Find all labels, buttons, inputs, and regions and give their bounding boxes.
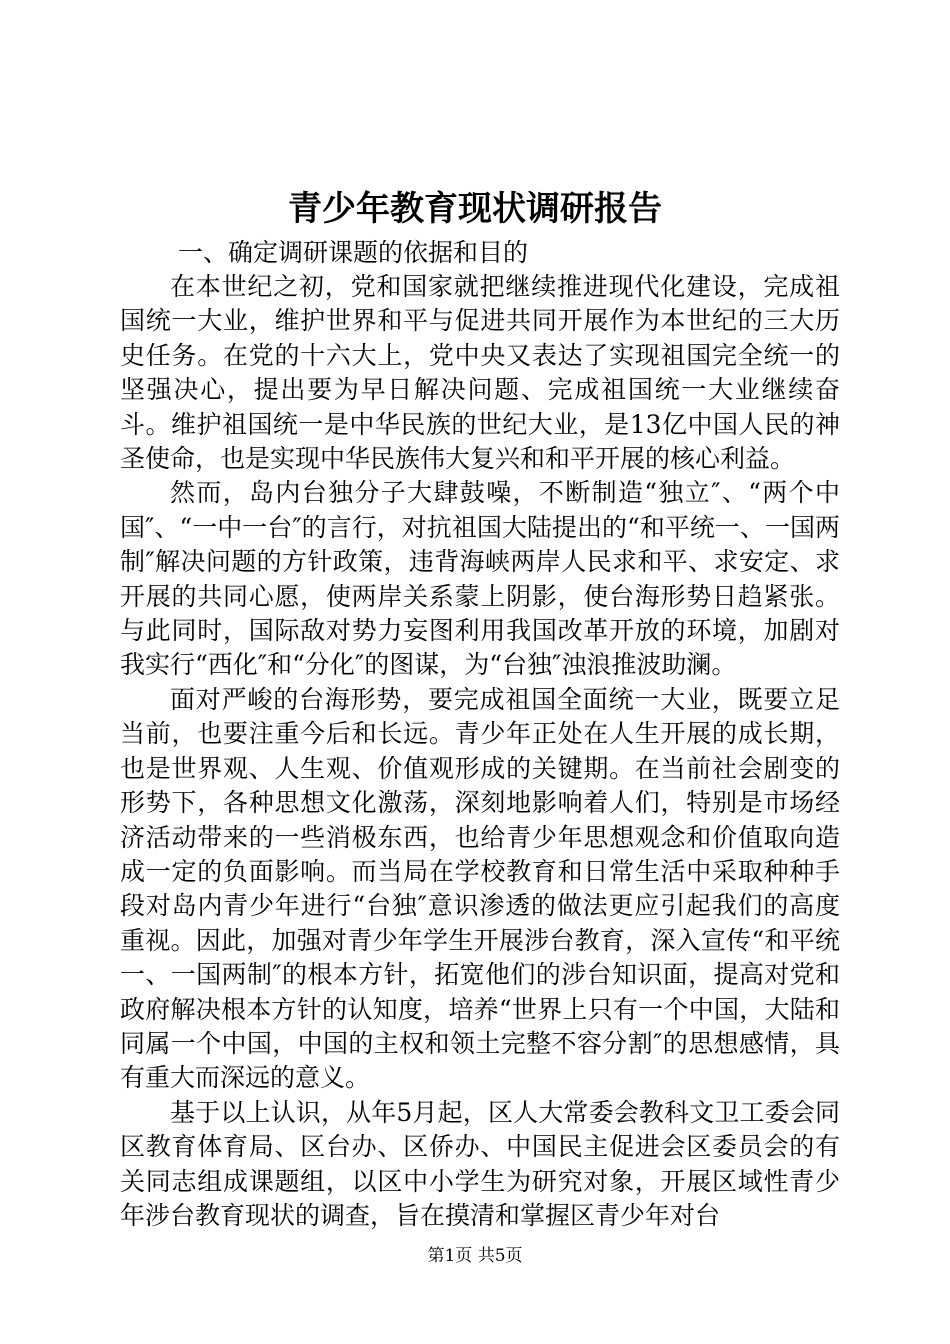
- paragraph: 面对严峻的台海形势，要完成祖国全面统一大业，既要立足当前，也要注重今后和长远。青少年正处在人生开展的成长期，也是世界观、人生观、价值观形成的关键期。在当前社会剧变的形势下，各种思想文化激荡，深刻地影响着人们，特别是市场经济活动带来的一些消极东西，也给青少年思想观念和价值取向造成一定的负面影响。而当局在学校教育和日常生活中采取种种手段对岛内青少年进行“台独″意识渗透的做法更应引起我们的高度重视。因此，加强对青少年学生开展涉台教育，深入宣传“和平统一、一国两制″的根本方针，拓宽他们的涉台知识面，提高对党和政府解决根本方针的认知度，培养“世界上只有一个中国，大陆和同属一个中国，中国的主权和领土完整不容分割″的思想感情，具有重大而深远的意义。: [120, 684, 840, 1093]
- page-title: 青少年教育现状调研报告: [288, 189, 662, 229]
- paragraph: 在本世纪之初，党和国家就把继续推进现代化建设，完成祖国统一大业，维护世界和平与促进共同开展作为本世纪的三大历史任务。在党的十六大上，党中央又表达了实现祖国完全统一的坚强决心，提出要为早日解决问题、完成祖国统一大业继续奋斗。维护祖国统一是中华民族的世纪大业，是13亿中国人民的神圣使命，也是实现中华民族伟大复兴和和平开展的核心利益。: [120, 272, 840, 474]
- section-heading: 一、确定调研课题的依据和目的: [178, 238, 529, 267]
- document-body: [120, 270, 840, 1233]
- page-footer: 第1页 共5页: [427, 1246, 523, 1266]
- paragraph: 然而，岛内台独分子大肆鼓噪，不断制造“独立″、“两个中国″、“一中一台″的言行，对抗祖国大陆提出的“和平统一、一国两制″解决问题的方针政策，违背海峡两岸人民求和平、求安定、求开展的共同心愿，使两岸关系蒙上阴影，使台海形势日趋紧张。与此同时，国际敌对势力妄图利用我国改革开放的环境，加剧对我实行“西化″和“分化″的图谋，为“台独″浊浪推波助澜。: [120, 478, 840, 680]
- paragraph: 基于以上认识，从年5月起，区人大常委会教科文卫工委会同区教育体育局、区台办、区侨办、中国民主促进会区委员会的有关同志组成课题组，以区中小学生为研究对象，开展区域性青少年涉台教育现状的调查，旨在摸清和掌握区青少年对台: [120, 1097, 840, 1230]
